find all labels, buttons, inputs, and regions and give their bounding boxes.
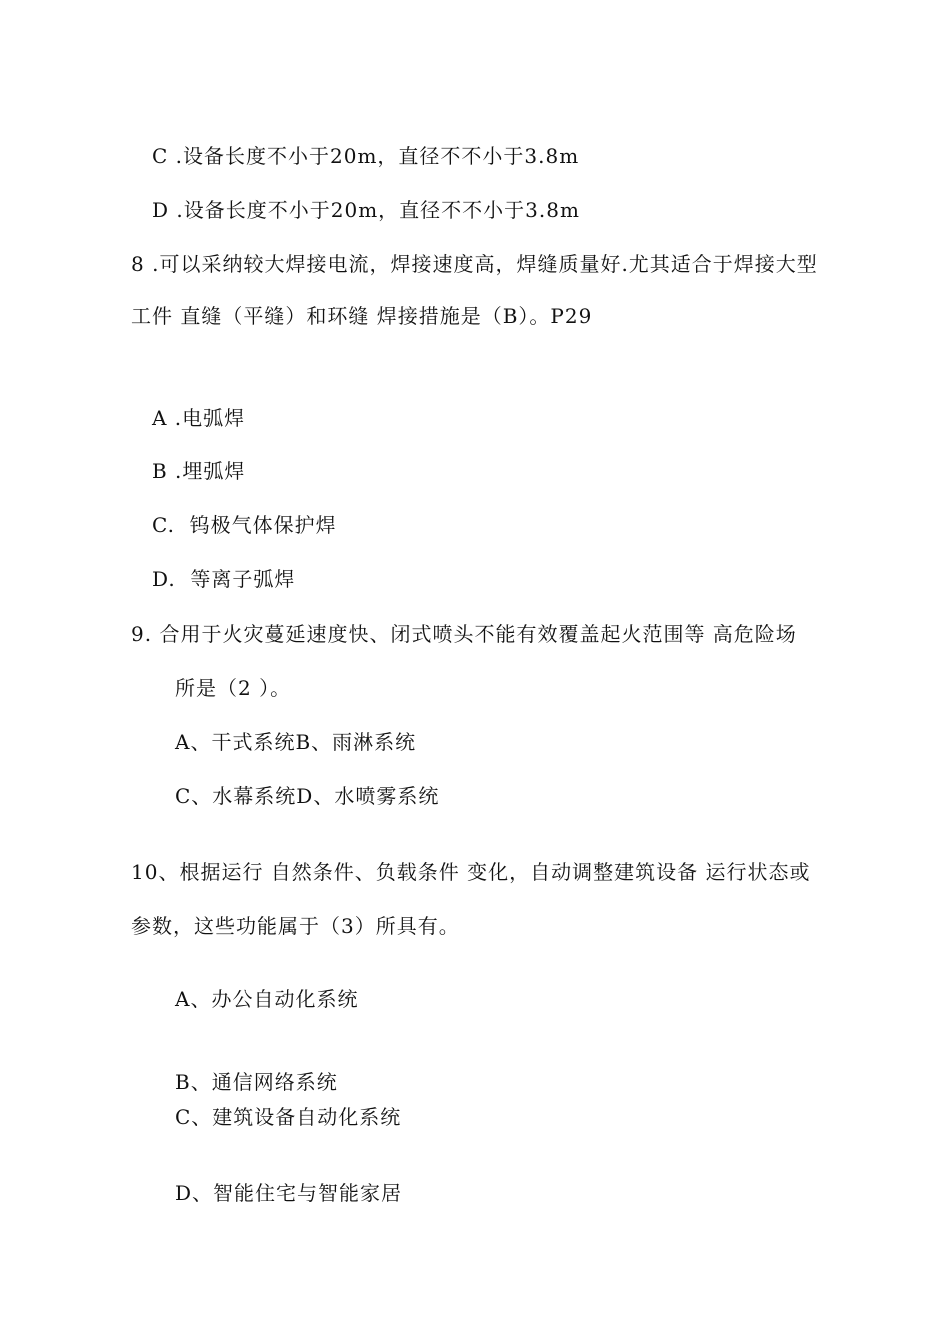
question-8-stem-line-2: 工件 直缝（平缝）和环缝 焊接措施是（B）。P29	[131, 304, 593, 328]
question-10-stem-line-2: 参数，这些功能属于（3）所具有。	[131, 914, 460, 938]
question-8-stem-line-1: 8 .可以采纳较大焊接电流，焊接速度高，焊缝质量好.尤其适合于焊接大型	[131, 252, 818, 276]
option-c: C .设备长度不小于20m，直径不不小于3.8m	[152, 144, 580, 168]
question-10-option-c: C、建筑设备自动化系统	[175, 1105, 402, 1129]
question-9-options-ab: A、干式系统B、雨淋系统	[175, 730, 417, 754]
question-8-option-d: D. 等离子弧焊	[152, 567, 296, 591]
question-8-option-a: A .电弧焊	[152, 406, 246, 430]
question-10-option-a: A、办公自动化系统	[175, 987, 359, 1011]
question-8-option-c: C. 钨极气体保护焊	[152, 513, 337, 537]
question-9-stem-line-2: 所是（2 ）。	[175, 676, 292, 700]
question-8-option-b: B .埋弧焊	[152, 459, 246, 483]
question-9-stem-line-1: 9. 合用于火灾蔓延速度快、闭式喷头不能有效覆盖起火范围等 高危险场	[131, 622, 797, 646]
question-10-stem-line-1: 10、根据运行 自然条件、负载条件 变化，自动调整建筑设备 运行状态或	[131, 860, 811, 884]
question-9-options-cd: C、水幕系统D、水喷雾系统	[175, 784, 440, 808]
option-d: D .设备长度不小于20m，直径不不小于3.8m	[152, 198, 580, 222]
question-10-option-b: B、通信网络系统	[175, 1070, 338, 1094]
question-10-option-d: D、智能住宅与智能家居	[175, 1181, 403, 1205]
